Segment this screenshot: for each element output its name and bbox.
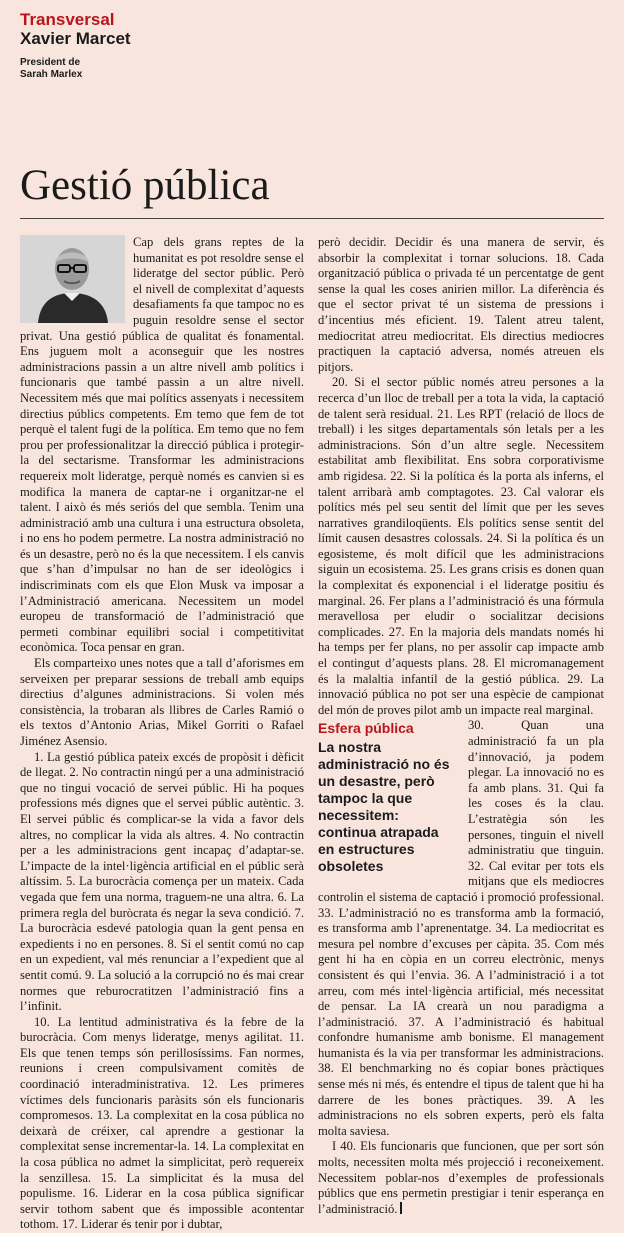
author-role-line1: President de [20, 57, 81, 68]
pull-quote [318, 720, 458, 875]
paragraph-final [318, 1139, 604, 1217]
pull-quote-label: Esfera pública [318, 720, 414, 737]
article-column-right [318, 235, 604, 1217]
paragraph: 10. La lentitud administrativa és la febre de la burocràcia. Com menys lideratge, menys agilitat. 11. Els que tenen temps són perillosíssims. Fan normes, reunions i creen compulsivament comitès de coordinació interadministrativa. 12. Les primeres víctimes dels funcionaris paràsits són els funcionaris compromesos. 13. La complexitat en la cosa pública no deixarà de créixer, cal aprendre a gestionar la complexitat sense incrementar-la. 14. La complexitat en la cosa pública no admet la simplicitat, però requereix la senzillesa. 15. La simplicitat és la musa del populisme. 16. Liderar en la cosa pública significar servir tothom sabent que és impossible acontentar tothom. 17. Liderar és tenir por i dubtar, [20, 1014, 304, 1232]
paragraph: 30. Quan una administració fa un pla d’innovació, ja podem plegar. La innovació no es fa amb plans. 31. Qui fa les coses és la clau. L’estratègia són les persones, tinguin el nivell administratiu que tinguin. 32. Cal evitar per tots els mitjans que els mediocres controlin el sistema de captació i promoció professional. 33. L’administració no es transforma amb la formació, es transforma amb l’aprenentatge. 34. La mediocritat es mesura pel nombre d’excuses per càpita. 35. Com més gent hi ha en còpia en un correu electrònic, menys consistent és qui l’envia. 36. A l’administració i a tot arreu, com més intel·ligència artificial, més necessitat de pensar. La IA crearà un nou paradigma a l’administració. 37. A l’administració és habitual confondre humanisme amb bonisme. El management humanista és la via per transformar les administracions. 38. El benchmarking no és copiar bones pràctiques sense més ni més, és entendre el tipus de talent que hi ha darrere de les bones pràctiques. 39. A les administracions no els sobren experts, però els falta molta saviesa. [318, 718, 604, 1138]
author-photo [20, 235, 125, 323]
author-role-line2: Sarah Marlex [20, 69, 83, 80]
author-role [20, 57, 131, 81]
paragraph: però decidir. Decidir és una manera de servir, és absorbir la complexitat i tornar solucions. 18. Cada organització pública o privada té un percentatge de gent sense la qual les coses anirien millor. La diferència és que el sector privat té un sistema de pressions i d’incentius més eficient. 19. Talent atreu talent, mediocritat atreu mediocritat. Els directius mediocres practiquen la captació adversa, només atreuen els pitjors. [318, 235, 604, 374]
end-of-article-mark [400, 1202, 402, 1214]
author-name: Xavier Marcet [20, 29, 131, 48]
paragraph: Cap dels grans reptes de la humanitat es pot resoldre sense el lideratge del sector públic. Però el nivell de complexitat d’aquests desafiaments fa que tampoc no es puguin resoldre sense el sector privat. Una gestió pública de qualitat és fonamental. Ens juguem molt a aconseguir que les nostres administracions passin a un altre nivell amb polítics i funcionaris que també passin a un altre nivell. Necessitem més que mai polítics assenyats i necessitem directius públics competents. Em temo que fem de tot perquè el talent fugi de la política. Em temo que no fem prou per professionalitzar la direcció pública i protegir-la del sectarisme. Transformar les administracions requereix molt lideratge, perquè només es canvien si es modifica la manera de captar-ne i organitzar-ne el talent. I això és més seriós del que sembla. Tenim una administració amb una cultura i una estructura obsoleta, i no ens ho podem permetre. La nostra administració no és un desastre, però no és la que necessitem. I els canvis que s’han d’impulsar no han de ser ideològics i indiscriminats com els que Elon Musk va imposar a l’Administració americana. Necessitem un model europeu de transformació de l’administració que permeti combinar equilibri social i competitivitat econòmica. Toca pensar en gran. [20, 235, 304, 655]
article-title: Gestió pública [20, 162, 270, 209]
paragraph: 20. Si el sector públic només atreu persones a la recerca d’un lloc de treball per a tota la vida, la captació de talent serà residual. 21. Les RPT (relació de llocs de treball) i les sitges departamentals són letals per a les administracions. Són d’un altre segle. Necessitem estabilitat amb flexibilitat. Ens sobra corporativisme amb rigidesa. 22. Si la política és la porta als inferns, el talent arribarà amb comptagotes. 23. Cal valorar els polítics més pel seu sentit del límit que per les seves narratives grandiloqüents. Els polítics sense sentit del límit causen desastres colossals. 24. Si la política és un egosisteme, és molt difícil que les administracions siguin un ecosistema. 25. Les grans crisis es donen quan la complexitat és exponencial i el lideratge positiu és marginal. 26. Fer plans a l’administració és una fórmula meravellosa per eludir o socialitzar decisions complicades. 27. En la majoria dels mandats només hi ha temps per fer plans, no per assolir cap impacte amb el contingut d’aquests plans. 28. El micromanagement és la malaltia infantil de la gestió pública. 29. La innovació pública no pot ser una espècie de campionat del món de proves pilot amb un impacte real marginal. [318, 375, 604, 717]
section-label: Transversal [20, 10, 115, 29]
column-header [20, 10, 131, 81]
final-paragraph-text: I 40. Els funcionaris que funcionen, que per sort són molts, necessiten molta més projecció i reconeixement. Necessitem poblar-nos d’exemples de professionals públics que ens permetin prestigiar i tenir esperança en l’administració. [318, 1139, 604, 1216]
title-divider [20, 218, 604, 219]
author-portrait-icon [20, 235, 125, 323]
paragraph: 1. La gestió pública pateix excés de propòsit i dèficit de llegat. 2. No contractin ningú per a una administració que no tingui vocació de servei públic. Hi ha poques professions més dignes que el servei públic autèntic. 3. El servei públic és complicar-se la vida a favor dels altres, no complicar la vida als altres. 4. No contractin per a les administracions gent incapaç d’adaptar-se. L’impacte de la intel·ligència artificial en el públic serà altíssim. 5. La burocràcia comença per un mateix. Cada vegada que fem una norma, traguem-ne una altra. 6. La primera regla del buròcrata és negar la seva condició. 7. La burocràcia esdevé patologia quan la gent pensa en expedients i no en persones. 8. Si el sentit comú no cap en un expedient, val més renunciar a l’expedient que al sentit comú. 9. La solució a la corrupció no és mai crear normes que reburocratitzen l’administració fins a l’infinit. [20, 749, 304, 1014]
paragraph: Els comparteixo unes notes que a tall d’aforismes em serveixen per preparar sessions de treball amb equips directius d’algunes administracions. Si volen més consistència, la trobaran als llibres de Carles Ramió o els textos d’Antonio Arias, Mikel Gorriti o Rafael Jiménez Asensio. [20, 656, 304, 748]
article-column-left [20, 235, 304, 1233]
pull-quote-text: La nostra administració no és un desastre, però tampoc la que necessitem: continua atrapada en estructures obsoletes [318, 739, 450, 875]
